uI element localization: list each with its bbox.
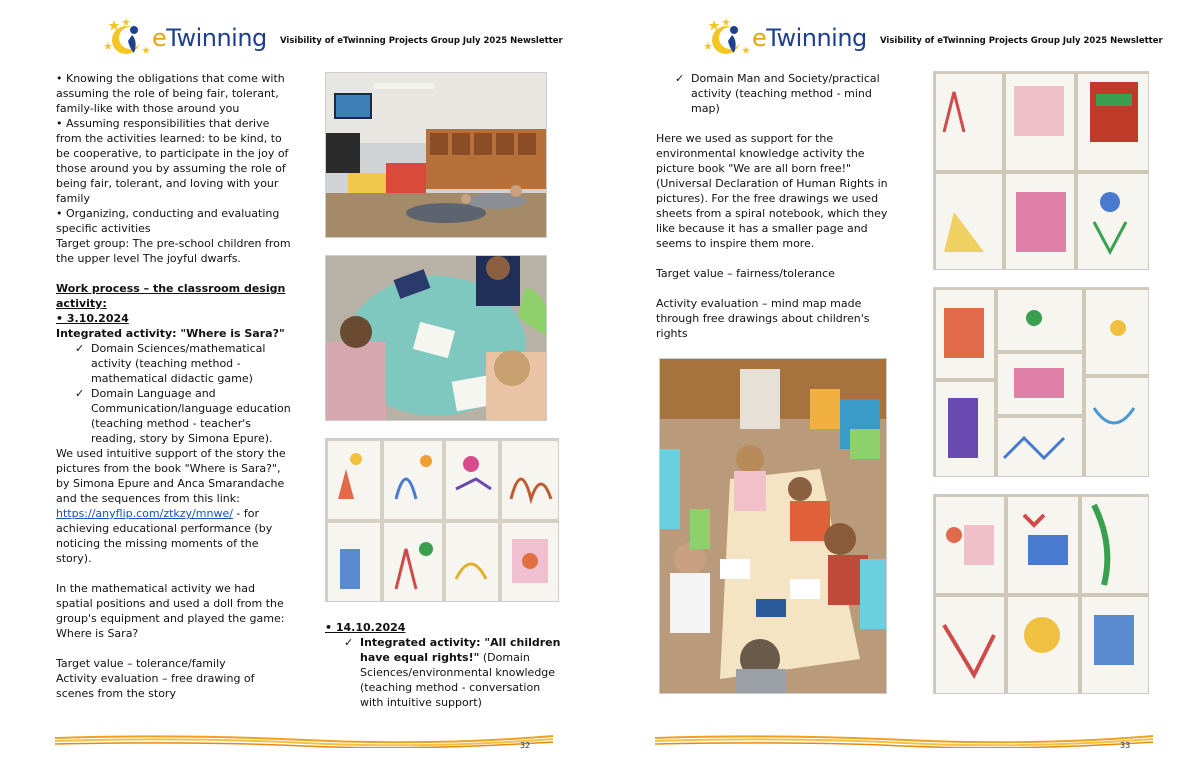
bullet-responsibilities: • Assuming responsibilities that derive from the activities learned: to be kind, to be cooperative, to participate in the joy of those around you by assuming the role of being fair, tolerant, and loving with your family — [56, 117, 289, 205]
etwinning-logo — [704, 16, 874, 62]
activity-evaluation: Activity evaluation – mind map made through free drawings about children's rights — [656, 297, 870, 340]
rights-drawings-photo-3 — [933, 494, 1149, 694]
bullet-obligations: • Knowing the obligations that come with assuming the role of being fair, tolerant, family-like with those around you — [56, 72, 285, 115]
etwinning-logo — [104, 16, 274, 62]
domain-item-language: ✓ Domain Language and Communication/language education (teaching method - teacher's reading, story by Simona Epure). — [75, 387, 291, 445]
classroom-photo — [325, 72, 547, 238]
anyflip-link[interactable]: https://anyflip.com/ztkzy/mnwe/ — [56, 507, 233, 520]
checkmark-icon: ✓ — [675, 72, 685, 85]
page-right — [600, 0, 1200, 776]
footer-wave-decoration — [55, 732, 553, 748]
integrated-activity-1: Integrated activity: "Where is Sara?" — [56, 327, 285, 340]
page-number: 32 — [520, 741, 531, 750]
right-text-column — [656, 71, 896, 341]
support-text: We used intuitive support of the story the pictures from the book "Where is Sara?", by Simona Epure and Anca Smarandache and the sequences from this link: https://anyflip.com/ztkzy/mnwe/ - for achieving educational performance (by noticing the missing moments of the story). — [56, 447, 286, 565]
free-drawings-photo — [325, 438, 559, 602]
date-heading-1: • 3.10.2024 — [56, 312, 129, 325]
checkmark-icon: ✓ — [344, 636, 354, 649]
picture-book-support-text: Here we used as support for the environmental knowledge activity the picture book "We are all born free!" (Universal Declaration of Human Rights in pictures). For the free drawings we used sheets from a spiral notebook, which they like because it has a smaller page and seems to inspire them more. — [656, 132, 888, 250]
date-heading-2: • 14.10.2024 — [325, 621, 406, 634]
work-process-heading: Work process – the classroom design activity: — [56, 282, 286, 310]
rights-drawings-photo-2 — [933, 287, 1149, 477]
etwinning-stars-icon — [104, 16, 154, 62]
children-working-photo — [325, 255, 547, 421]
etwinning-wordmark: eTwinning — [152, 24, 267, 52]
math-activity-text: In the mathematical activity we had spatial positions and used a doll from the group's equipment and played the game: Where is Sara? — [56, 582, 285, 640]
target-value: Target value – fairness/tolerance — [656, 267, 835, 280]
checkmark-icon: ✓ — [75, 342, 85, 355]
children-at-table-photo — [659, 358, 887, 694]
etwinning-wordmark: eTwinning — [752, 24, 867, 52]
checkmark-icon: ✓ — [75, 387, 85, 400]
page-number: 33 — [1120, 741, 1131, 750]
bullet-organizing: • Organizing, conducting and evaluating specific activities — [56, 207, 280, 235]
left-second-column — [325, 620, 565, 710]
domain-item-math: ✓ Domain Sciences/mathematical activity (teaching method - mathematical didactic game) — [75, 342, 266, 385]
target-value: Target value – tolerance/family — [56, 657, 226, 670]
footer-wave-decoration — [655, 732, 1153, 748]
target-group: Target group: The pre-school children from the upper level The joyful dwarfs. — [56, 237, 291, 265]
activity-evaluation: Activity evaluation – free drawing of scenes from the story — [56, 672, 255, 700]
domain-item-man-society: ✓ Domain Man and Society/practical activity (teaching method - mind map) — [675, 72, 880, 115]
newsletter-title: Visibility of eTwinning Projects Group July 2025 Newsletter — [280, 36, 563, 46]
left-text-column — [56, 71, 292, 701]
integrated-activity-2: ✓ Integrated activity: "All children have equal rights!" (Domain Sciences/environmental knowledge (teaching method - conversation with intuitive support) — [344, 636, 561, 709]
rights-drawings-photo-1 — [933, 71, 1149, 270]
newsletter-title: Visibility of eTwinning Projects Group July 2025 Newsletter — [880, 36, 1163, 46]
etwinning-stars-icon — [704, 16, 754, 62]
